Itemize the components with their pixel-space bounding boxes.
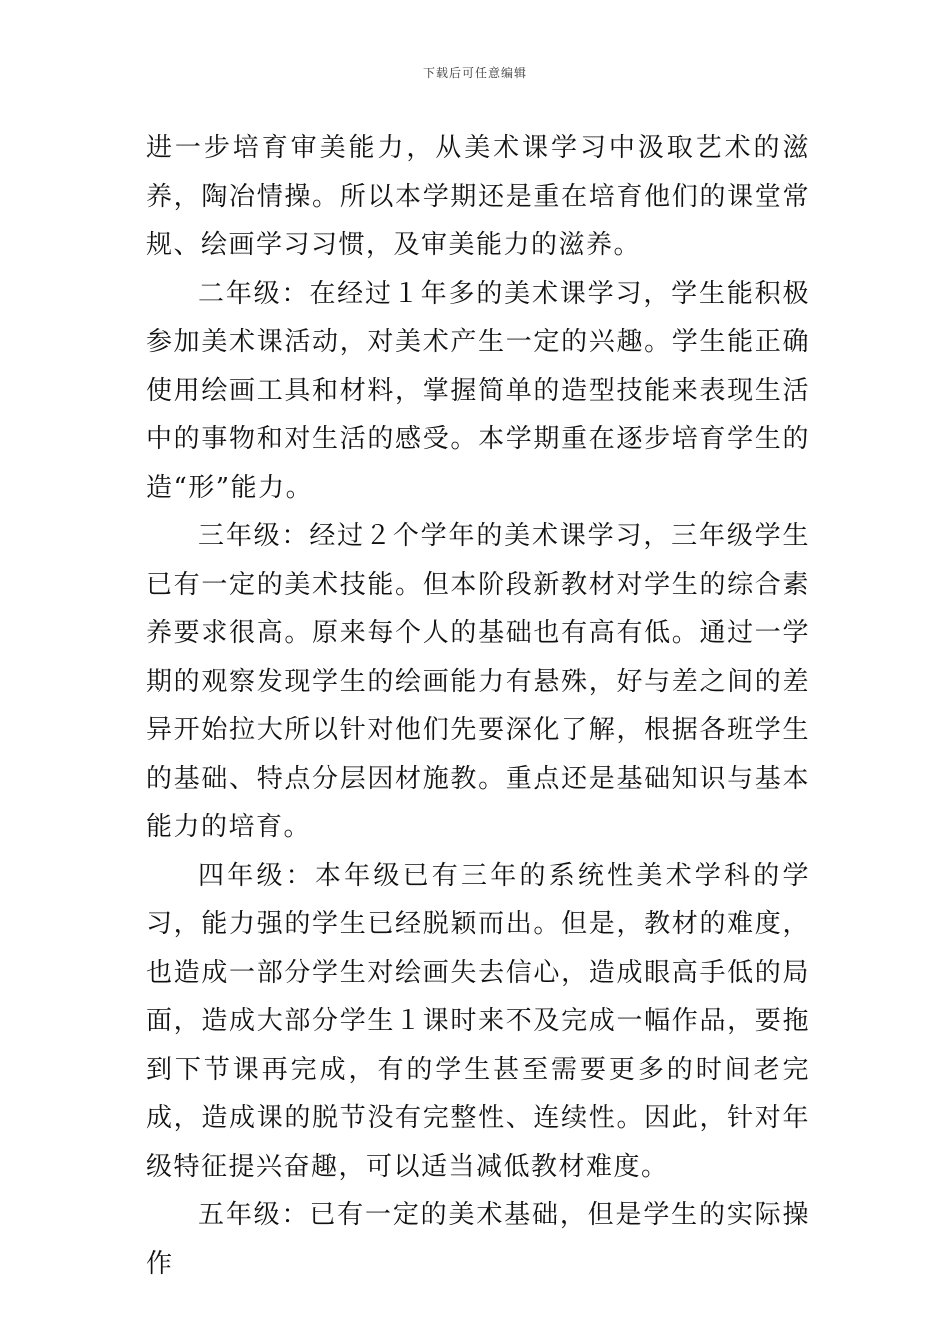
paragraph-grade-two: 二年级：在经过１年多的美术课学习，学生能积极参加美术课活动，对美术产生一定的兴趣。学生能正确使用绘画工具和材料，掌握简单的造型技能来表现生活中的事物和对生活的感受。本学期重在逐步培育学生的造“形”能力。 [146, 278, 810, 503]
document-body [146, 124, 810, 1288]
paragraph-grade-five: 五年级：已有一定的美术基础，但是学生的实际操作 [146, 1200, 810, 1279]
paragraph-grade-four: 四年级：本年级已有三年的系统性美术学科的学习，能力强的学生已经脱颖而出。但是，教材的难度，也造成一部分学生对绘画失去信心，造成眼高手低的局面，造成大部分学生１课时来不及完成一幅作品，要拖到下节课再完成，有的学生甚至需要更多的时间老完成，造成课的脱节没有完整性、连续性。因此，针对年级特征提兴奋趣，可以适当减低教材难度。 [146, 860, 810, 1182]
page-header: 下载后可任意编辑 [422, 66, 527, 80]
paragraph-grade-three: 三年级：经过２个学年的美术课学习，三年级学生已有一定的美术技能。但本阶段新教材对学生的综合素养要求很高。原来每个人的基础也有高有低。通过一学期的观察发现学生的绘画能力有悬殊，好与差之间的差异开始拉大所以针对他们先要深化了解，根据各班学生的基础、特点分层因材施教。重点还是基础知识与基本能力的培育。 [146, 521, 810, 842]
paragraph-intro-continuation: 进一步培育审美能力，从美术课学习中汲取艺术的滋养，陶冶情操。所以本学期还是重在培育他们的课堂常规、绘画学习习惯，及审美能力的滋养。 [146, 133, 810, 260]
